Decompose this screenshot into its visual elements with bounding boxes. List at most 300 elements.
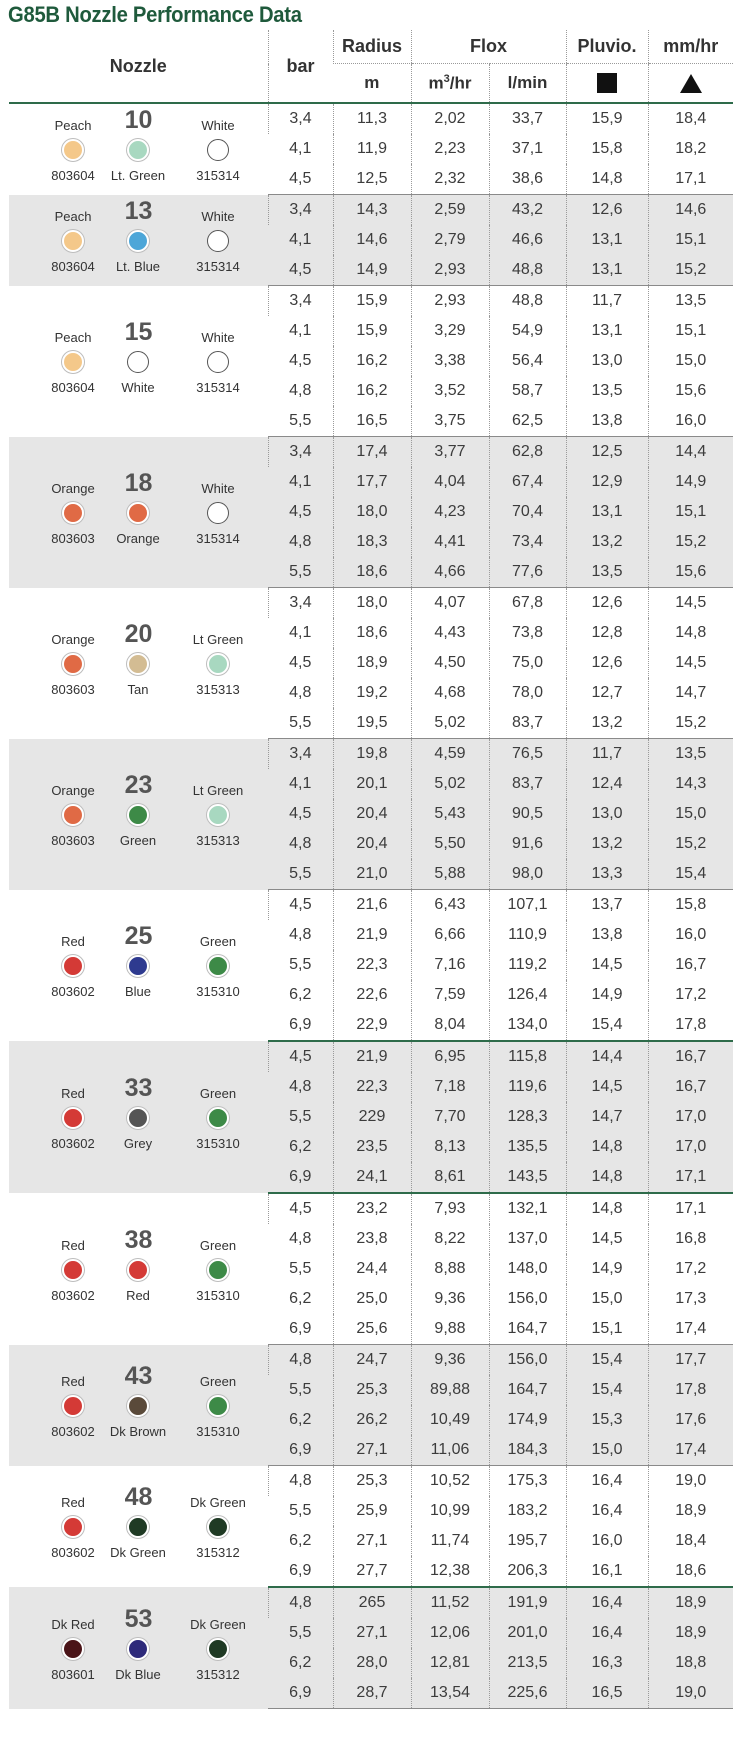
bar-value: 4,8 [268,1345,333,1376]
left-color-label: Red [61,1237,85,1253]
nozzle-cell [9,890,268,1042]
right-color-label: Green [199,1086,237,1101]
nozzle-group [9,890,733,1042]
header-triangle [648,64,733,104]
nozzle-group [9,437,733,588]
pluvio-square-value: 11,7 [566,286,648,317]
header-mmhr: mm/hr [648,30,733,64]
flow-m3-value: 12,81 [411,1648,489,1678]
pluvio-square-value: 16,0 [566,1526,648,1556]
center-color-label: Dk Brown [109,1424,167,1439]
nozzle-spec [9,318,268,404]
table-row [9,890,733,921]
right-color-label: White [201,330,235,345]
bar-value: 4,8 [268,829,333,859]
header-flow-unit-lmin: l/min [489,64,566,104]
radius-value: 19,5 [333,708,411,739]
square-icon [597,73,617,93]
center-color-dot [127,139,149,161]
center-color-label: Orange [116,531,160,546]
flow-lmin-value: 73,4 [489,527,566,557]
pluvio-square-value: 12,9 [566,467,648,497]
pluvio-triangle-value: 17,4 [648,1435,733,1466]
flow-lmin-value: 148,0 [489,1254,566,1284]
radius-value: 28,7 [333,1678,411,1709]
flow-m3-value: 12,06 [411,1618,489,1648]
pluvio-square-value: 13,1 [566,225,648,255]
bar-value: 5,5 [289,1502,312,1519]
right-part-number: 315310 [196,1136,240,1151]
radius-value: 27,1 [333,1435,411,1466]
left-color-label: Peach [54,209,92,224]
header-radius-unit: m [333,64,411,104]
bar-value: 5,5 [289,956,312,973]
center-color-label: Grey [123,1136,153,1151]
pluvio-triangle-value: 13,5 [648,286,733,317]
nozzle-spec [9,771,268,857]
radius-value: 18,0 [333,588,411,619]
nozzle-group [9,103,733,195]
nozzle-spec [9,1226,268,1312]
pluvio-triangle-value: 19,0 [648,1678,733,1709]
flow-m3-value: 9,88 [411,1314,489,1345]
center-color-label: Red [126,1287,150,1303]
nozzle-number: 10 [124,106,153,135]
left-color-label: Peach [54,118,92,134]
pluvio-square-value: 13,1 [566,497,648,527]
pluvio-square-value: 12,6 [566,195,648,226]
nozzle-cell [9,1193,268,1345]
flow-lmin-value: 54,9 [489,316,566,346]
pluvio-triangle-value: 14,7 [648,678,733,708]
left-color-dot [62,804,84,826]
radius-value: 25,3 [333,1375,411,1405]
left-part-number: 803601 [51,1666,95,1682]
radius-value: 19,8 [333,739,411,770]
pluvio-square-value: 14,8 [566,1132,648,1162]
pluvio-triangle-value: 15,6 [648,557,733,588]
flow-m3-value: 4,41 [411,527,489,557]
radius-value: 16,5 [333,406,411,437]
flow-m3-value: 2,02 [411,103,489,134]
bar-value: 4,5 [268,890,333,921]
pluvio-square-value: 13,7 [566,890,648,921]
bar-value: 6,2 [268,1648,333,1678]
flow-m3-value: 8,88 [411,1254,489,1284]
radius-value: 26,2 [333,1405,411,1435]
flow-m3-value: 4,43 [411,618,489,648]
bar-value: 4,8 [289,684,312,701]
bar-value: 6,2 [289,1290,312,1307]
right-color-label: Lt Green [192,632,244,647]
bar-value: 4,5 [268,1041,333,1072]
center-color-dot [127,653,149,675]
pluvio-triangle-value: 15,8 [648,890,733,921]
radius-value: 20,4 [333,799,411,829]
radius-value: 15,9 [333,316,411,346]
triangle-icon [680,74,702,93]
pluvio-square-value: 13,3 [566,859,648,890]
left-color-label: Dk Red [51,1616,95,1632]
nozzle-cell [9,1041,268,1193]
pluvio-square-value: 14,8 [566,1193,648,1224]
flow-m3-value: 5,02 [411,769,489,799]
flow-m3-value: 8,13 [411,1132,489,1162]
right-color-dot [207,230,229,252]
nozzle-group [9,1193,733,1345]
right-part-number: 315312 [196,1666,240,1682]
left-part-number: 803602 [51,1545,95,1561]
pluvio-triangle-value: 17,6 [648,1405,733,1435]
center-color-dot [127,230,149,252]
pluvio-square-value: 12,4 [566,769,648,799]
bar-value: 6,9 [268,1678,333,1709]
bar-value: 4,5 [268,1193,333,1224]
flow-lmin-value: 201,0 [489,1618,566,1648]
pluvio-square-value: 14,7 [566,1102,648,1132]
table-row [9,1345,733,1376]
flow-m3-value: 10,52 [411,1466,489,1497]
pluvio-triangle-value: 14,6 [648,195,733,226]
flow-lmin-value: 213,5 [489,1648,566,1678]
flow-m3-value: 2,93 [411,255,489,286]
header-flow: Flox [411,30,566,64]
pluvio-triangle-value: 14,4 [648,437,733,468]
nozzle-number: 15 [124,318,153,346]
radius-value: 18,9 [333,648,411,678]
radius-value: 18,3 [333,527,411,557]
center-color-dot [127,804,149,826]
pluvio-square-value: 15,4 [566,1010,648,1041]
left-color-dot [62,1107,84,1129]
pluvio-square-value: 14,9 [566,1254,648,1284]
flow-lmin-value: 90,5 [489,799,566,829]
nozzle-group [9,1466,733,1588]
pluvio-triangle-value: 15,2 [648,829,733,859]
radius-value: 17,4 [333,437,411,468]
flow-lmin-value: 48,8 [489,286,566,317]
bar-value: 5,5 [268,708,333,739]
pluvio-triangle-value: 14,3 [648,769,733,799]
nozzle-group [9,588,733,739]
pluvio-triangle-value: 17,8 [648,1010,733,1041]
flow-m3-value: 11,74 [411,1526,489,1556]
pluvio-square-value: 16,4 [566,1618,648,1648]
pluvio-triangle-value: 17,7 [648,1345,733,1376]
right-color-dot [207,1259,229,1281]
nozzle-spec [9,1483,268,1569]
flow-lmin-value: 183,2 [489,1496,566,1526]
pluvio-triangle-value: 15,0 [648,799,733,829]
flow-m3-value: 8,61 [411,1162,489,1193]
pluvio-triangle-value: 16,8 [648,1224,733,1254]
flow-lmin-value: 67,4 [489,467,566,497]
flow-m3-value: 4,66 [411,557,489,588]
flow-lmin-value: 43,2 [489,195,566,226]
nozzle-spec [9,1605,268,1691]
nozzle-number: 18 [124,469,153,497]
radius-value: 20,4 [333,829,411,859]
radius-value: 21,9 [333,1041,411,1072]
right-part-number: 315310 [196,1287,240,1303]
flow-m3-value: 11,52 [411,1587,489,1618]
bar-value: 6,2 [289,986,312,1003]
left-part-number: 803603 [51,833,95,848]
flow-lmin-value: 76,5 [489,739,566,770]
flow-m3-value: 11,06 [411,1435,489,1466]
flow-lmin-value: 206,3 [489,1556,566,1587]
flow-lmin-value: 77,6 [489,557,566,588]
flow-lmin-value: 119,6 [489,1072,566,1102]
bar-value: 6,9 [268,1162,333,1193]
center-color-dot [127,351,149,373]
left-color-dot [62,1638,84,1660]
header-square [566,64,648,104]
left-color-label: Orange [51,632,95,647]
flow-m3-value: 3,75 [411,406,489,437]
flow-lmin-value: 164,7 [489,1375,566,1405]
nozzle-cell [9,588,268,739]
right-part-number: 315313 [196,833,240,848]
nozzle-cell [9,1587,268,1709]
flow-m3-value: 6,66 [411,920,489,950]
nozzle-number: 25 [124,922,153,951]
nozzle-cell [9,195,268,286]
pluvio-square-value: 16,1 [566,1556,648,1587]
flow-m3-value: 10,99 [411,1496,489,1526]
table-row [9,1193,733,1224]
right-color-label: White [201,209,235,224]
table-row [9,195,733,226]
radius-value: 22,9 [333,1010,411,1041]
pluvio-triangle-value: 17,3 [648,1284,733,1314]
nozzle-number: 48 [124,1483,153,1512]
pluvio-triangle-value: 18,9 [648,1587,733,1618]
right-color-dot [207,804,229,826]
flow-lmin-value: 67,8 [489,588,566,619]
header-radius: Radius [333,30,411,64]
bar-value: 6,9 [268,1314,333,1345]
table-row [9,588,733,619]
nozzle-spec [9,620,268,706]
left-color-dot [62,1516,84,1538]
radius-value: 18,6 [333,557,411,588]
flow-lmin-value: 56,4 [489,346,566,376]
page-title: G85B Nozzle Performance Data [8,2,302,27]
right-color-dot [207,955,229,977]
nozzle-cell [9,739,268,890]
performance-table [9,30,733,1709]
bar-value: 4,5 [268,497,333,527]
right-color-dot [207,1638,229,1660]
right-color-label: Dk Green [190,1495,246,1511]
left-color-dot [62,653,84,675]
pluvio-square-value: 15,0 [566,1284,648,1314]
nozzle-group [9,286,733,437]
left-color-dot [62,230,84,252]
pluvio-square-value: 13,8 [566,406,648,437]
pluvio-triangle-value: 15,2 [648,708,733,739]
flow-m3-value: 2,32 [411,164,489,195]
left-color-label: Peach [54,330,92,345]
pluvio-square-value: 14,8 [566,1162,648,1193]
pluvio-triangle-value: 17,1 [648,1193,733,1224]
center-color-label: Blue [124,984,152,1000]
pluvio-triangle-value: 15,2 [648,527,733,557]
nozzle-cell [9,437,268,588]
pluvio-square-value: 13,0 [566,346,648,376]
radius-value: 24,1 [333,1162,411,1193]
pluvio-triangle-value: 15,1 [648,225,733,255]
right-part-number: 315312 [196,1545,240,1561]
pluvio-square-value: 13,0 [566,799,648,829]
nozzle-spec [9,106,268,192]
pluvio-square-value: 15,3 [566,1405,648,1435]
center-color-label: Lt. Blue [115,259,161,274]
bar-value: 4,5 [268,164,333,195]
flow-lmin-value: 107,1 [489,890,566,921]
nozzle-spec [9,1362,268,1448]
flow-lmin-value: 37,1 [489,134,566,164]
pluvio-triangle-value: 15,6 [648,376,733,406]
pluvio-triangle-value: 13,5 [648,739,733,770]
pluvio-square-value: 13,5 [566,557,648,588]
center-color-dot [127,1516,149,1538]
flow-m3-value: 89,88 [411,1375,489,1405]
table-row [9,286,733,317]
flow-lmin-value: 78,0 [489,678,566,708]
pluvio-square-value: 15,9 [566,103,648,134]
flow-lmin-value: 156,0 [489,1345,566,1376]
header-flow-unit-m3: $m^3/hr$ [411,64,489,104]
radius-value: 22,3 [333,950,411,980]
flow-lmin-value: 156,0 [489,1284,566,1314]
bar-value: 5,5 [268,859,333,890]
left-color-dot [62,139,84,161]
flow-m3-value: 4,59 [411,739,489,770]
right-color-dot [207,1516,229,1538]
radius-value: 22,6 [333,980,411,1010]
nozzle-number: 13 [124,197,153,225]
right-color-dot [207,139,229,161]
center-color-label: Lt. Green [110,168,166,184]
pluvio-square-value: 16,4 [566,1587,648,1618]
flow-m3-value: 9,36 [411,1284,489,1314]
bar-value: 3,4 [268,286,333,317]
pluvio-triangle-value: 18,9 [648,1496,733,1526]
table-row [9,1041,733,1072]
flow-lmin-value: 134,0 [489,1010,566,1041]
bar-value: 4,8 [289,1230,312,1247]
bar-value: 3,4 [268,437,333,468]
radius-value: 14,9 [333,255,411,286]
bar-value: 4,8 [268,527,333,557]
pluvio-triangle-value: 14,8 [648,618,733,648]
table-row [9,1466,733,1497]
bar-value: 4,5 [268,255,333,286]
flow-lmin-value: 62,8 [489,437,566,468]
flow-lmin-value: 191,9 [489,1587,566,1618]
pluvio-square-value: 12,7 [566,678,648,708]
flow-lmin-value: 137,0 [489,1224,566,1254]
flow-lmin-value: 83,7 [489,708,566,739]
pluvio-square-value: 15,8 [566,134,648,164]
right-color-label: Green [199,1374,237,1389]
right-color-label: White [201,481,235,496]
bar-value: 5,5 [268,1102,333,1132]
radius-value: 17,7 [333,467,411,497]
flow-lmin-value: 195,7 [489,1526,566,1556]
flow-m3-value: 7,59 [411,980,489,1010]
right-part-number: 315314 [196,531,240,546]
left-part-number: 803602 [51,984,95,1000]
pluvio-square-value: 16,5 [566,1678,648,1709]
left-color-label: Orange [51,783,95,798]
left-part-number: 803603 [51,531,95,546]
flow-m3-value: 6,43 [411,890,489,921]
bar-value: 3,4 [268,103,333,134]
bar-value: 3,4 [268,739,333,770]
bar-value: 4,8 [289,926,312,943]
pluvio-square-value: 12,8 [566,618,648,648]
pluvio-square-value: 14,9 [566,980,648,1010]
flow-m3-value: 4,04 [411,467,489,497]
right-part-number: 315314 [196,259,240,274]
header-bar: bar [268,30,333,103]
flow-lmin-value: 58,7 [489,376,566,406]
center-color-dot [127,1107,149,1129]
radius-value: 23,5 [333,1132,411,1162]
pluvio-square-value: 16,3 [566,1648,648,1678]
bar-value: 5,5 [289,1260,312,1277]
nozzle-cell [9,103,268,195]
nozzle-cell [9,1345,268,1466]
flow-m3-value: 2,59 [411,195,489,226]
flow-m3-value: 3,77 [411,437,489,468]
bar-value: 4,5 [289,352,312,369]
bar-value: 4,8 [268,1072,333,1102]
radius-value: 23,8 [333,1224,411,1254]
pluvio-square-value: 14,8 [566,164,648,195]
pluvio-triangle-value: 15,4 [648,859,733,890]
right-color-label: White [201,118,235,134]
flow-lmin-value: 75,0 [489,648,566,678]
pluvio-triangle-value: 18,4 [648,103,733,134]
header-nozzle: Nozzle [9,30,268,103]
pluvio-square-value: 13,2 [566,527,648,557]
bar-value: 6,2 [289,1532,312,1549]
pluvio-triangle-value: 14,5 [648,648,733,678]
flow-m3-value: 13,54 [411,1678,489,1709]
pluvio-triangle-value: 16,0 [648,406,733,437]
center-color-label: Tan [127,682,149,697]
left-part-number: 803602 [51,1136,95,1151]
pluvio-square-value: 16,4 [566,1466,648,1497]
left-part-number: 803604 [51,259,95,274]
flow-lmin-value: 33,7 [489,103,566,134]
pluvio-square-value: 14,5 [566,1072,648,1102]
nozzle-number: 20 [124,620,153,648]
flow-lmin-value: 132,1 [489,1193,566,1224]
pluvio-square-value: 13,5 [566,376,648,406]
pluvio-square-value: 12,5 [566,437,648,468]
nozzle-spec [9,469,268,555]
pluvio-square-value: 12,6 [566,648,648,678]
center-color-dot [127,502,149,524]
flow-lmin-value: 62,5 [489,406,566,437]
flow-m3-value: 4,07 [411,588,489,619]
nozzle-spec [9,1074,268,1160]
